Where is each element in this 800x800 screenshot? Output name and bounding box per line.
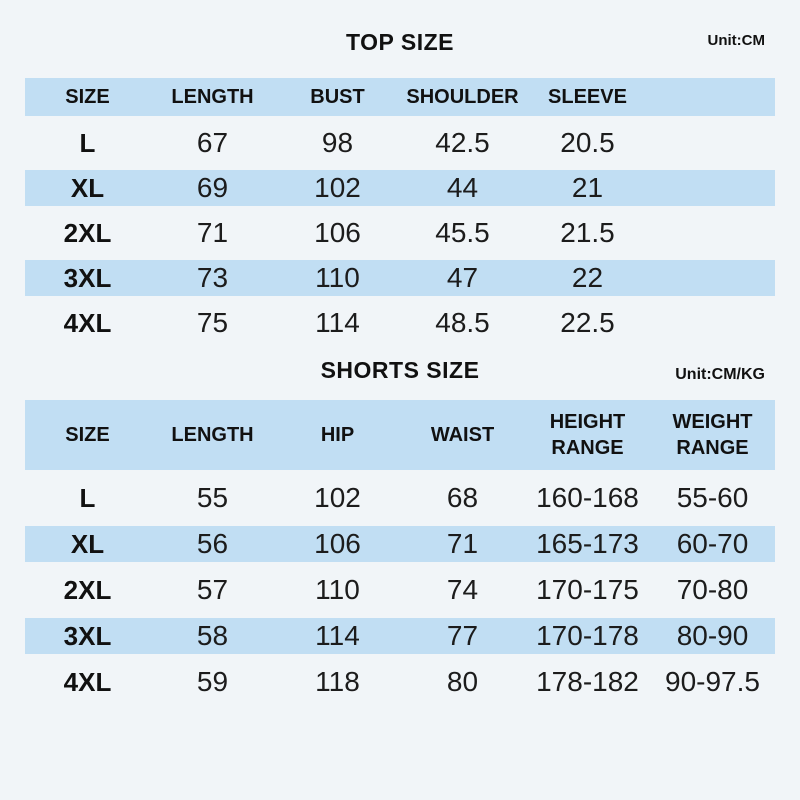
- weight-range-cell: 80-90: [676, 620, 749, 651]
- length-cell: 73: [196, 262, 229, 293]
- bust-cell: 98: [321, 127, 354, 158]
- column-header-size: SIZE: [65, 424, 110, 446]
- table-row-xl: [25, 170, 775, 206]
- hip-cell: 118: [315, 666, 360, 697]
- bust-cell: 114: [315, 307, 360, 338]
- size-cell: 3XL: [63, 620, 112, 651]
- shorts-size-title: SHORTS SIZE: [320, 357, 480, 383]
- weight-range-cell: 70-80: [676, 574, 749, 605]
- table-row-l: [25, 125, 775, 161]
- weight-range-cell: 55-60: [676, 482, 749, 513]
- table-row-2xl: [25, 572, 775, 608]
- size-cell: 2XL: [63, 217, 112, 248]
- hip-cell: 114: [315, 620, 360, 651]
- column-header-length: LENGTH: [171, 424, 254, 446]
- sleeve-cell: 21.5: [560, 217, 615, 248]
- waist-cell: 80: [446, 666, 479, 697]
- sleeve-cell: 22: [571, 262, 604, 293]
- size-cell: L: [79, 127, 96, 158]
- hip-cell: 102: [314, 482, 361, 513]
- sleeve-cell: 20.5: [560, 127, 615, 158]
- size-cell: XL: [70, 172, 105, 203]
- top-size-table: [25, 78, 775, 341]
- waist-cell: 68: [446, 482, 479, 513]
- column-header-length: LENGTH: [171, 86, 254, 108]
- table-row-3xl: [25, 618, 775, 654]
- table-row-l: [25, 480, 775, 516]
- table-row-xl: [25, 526, 775, 562]
- size-cell: 4XL: [63, 307, 112, 338]
- table-row-3xl: [25, 260, 775, 296]
- height-range-cell: 170-175: [536, 574, 639, 605]
- shorts-size-header-row: [25, 400, 775, 470]
- hip-cell: 106: [314, 528, 361, 559]
- column-header-height-range: HEIGHT RANGE: [549, 411, 626, 459]
- shoulder-cell: 48.5: [435, 307, 490, 338]
- weight-range-cell: 60-70: [676, 528, 749, 559]
- size-cell: 3XL: [63, 262, 112, 293]
- shoulder-cell: 47: [446, 262, 479, 293]
- column-header-hip: HIP: [320, 424, 355, 446]
- column-header-shoulder: SHOULDER: [406, 86, 519, 108]
- hip-cell: 110: [315, 574, 360, 605]
- length-cell: 69: [196, 172, 229, 203]
- column-header-sleeve: SLEEVE: [548, 86, 627, 108]
- length-cell: 58: [196, 620, 229, 651]
- column-header-bust: BUST: [310, 86, 365, 108]
- size-cell: XL: [70, 528, 105, 559]
- size-cell: L: [79, 482, 96, 513]
- shorts-size-table: [25, 400, 775, 700]
- bust-cell: 110: [315, 262, 360, 293]
- shoulder-cell: 42.5: [435, 127, 490, 158]
- length-cell: 71: [196, 217, 229, 248]
- shorts-size-section-header: [0, 350, 800, 384]
- waist-cell: 71: [446, 528, 479, 559]
- length-cell: 67: [196, 127, 229, 158]
- sleeve-cell: 22.5: [560, 307, 615, 338]
- length-cell: 57: [196, 574, 229, 605]
- column-header-size: SIZE: [65, 86, 110, 108]
- weight-range-cell: 90-97.5: [665, 666, 760, 697]
- sleeve-cell: 21: [571, 172, 604, 203]
- length-cell: 55: [196, 482, 229, 513]
- top-size-title: TOP SIZE: [346, 29, 454, 55]
- length-cell: 56: [196, 528, 229, 559]
- height-range-cell: 170-178: [536, 620, 639, 651]
- height-range-cell: 165-173: [536, 528, 639, 559]
- waist-cell: 74: [446, 574, 479, 605]
- size-cell: 2XL: [63, 574, 112, 605]
- size-cell: 4XL: [63, 666, 112, 697]
- waist-cell: 77: [446, 620, 479, 651]
- length-cell: 59: [196, 666, 229, 697]
- top-size-unit-label: Unit:CM: [707, 32, 765, 49]
- height-range-cell: 160-168: [536, 482, 639, 513]
- height-range-cell: 178-182: [536, 666, 639, 697]
- shoulder-cell: 44: [446, 172, 479, 203]
- table-row-4xl: [25, 664, 775, 700]
- length-cell: 75: [196, 307, 229, 338]
- shoulder-cell: 45.5: [435, 217, 490, 248]
- bust-cell: 106: [314, 217, 361, 248]
- shorts-size-unit-label: Unit:CM/KG: [675, 366, 765, 383]
- table-row-4xl: [25, 305, 775, 341]
- table-row-2xl: [25, 215, 775, 251]
- column-header-weight-range: WEIGHT RANGE: [672, 411, 753, 459]
- column-header-waist: WAIST: [430, 424, 495, 446]
- bust-cell: 102: [314, 172, 361, 203]
- top-size-header-row: [25, 78, 775, 116]
- top-size-section-header: [0, 0, 800, 56]
